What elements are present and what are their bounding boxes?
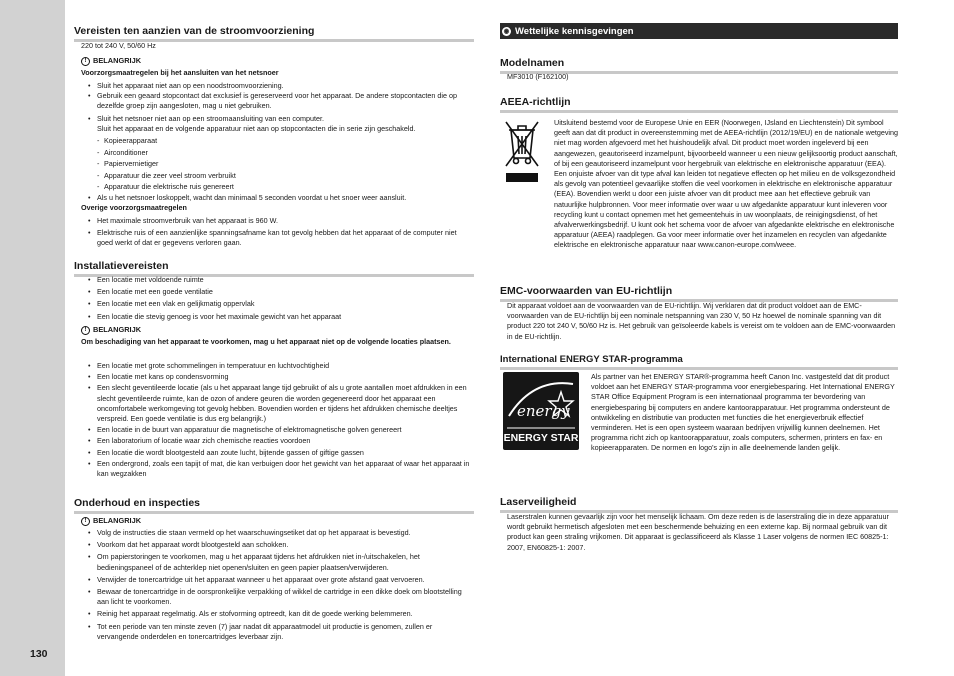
weee-text [554,118,898,251]
page-number: 130 [30,648,48,660]
voltage-text: 220 tot 240 V, 50/60 Hz [81,41,156,50]
list-item: • Als u het netsnoer loskoppelt, wacht dan minimaal 5 seconden voordat u het snoer weer aansluit. [74,193,474,203]
laser-text: Laserstralen kunnen gevaarlijk zijn voor het menselijk lichaam. Om deze reden is de laserstraling die in deze apparatuur wordt gebruikt hermetisch afgesloten met een beschermende behuizing en een externe kap. Bij normaal gebruik van dit product kan geen straling vrijkomen. Dit apparaat is geclassificeerd als Klasse 1 Laser volgens de normen IEC 60825-1: 2007, EN60825-1: 2007. [507,512,889,552]
emc-text: Dit apparaat voldoet aan de voorwaarden van de EU-richtlijn. Wij verklaren dat dit product voldoet aan de EMC-voorwaarden van de EU-richtlijn bij een nominale netspanning van 230 V, 50 Hz hoewel de nominale spanning van dit product 220 tot 240 V, 50/60 Hz is. Het gebruik van geïsoleerde kabels is vereist om te voldoen aan de EMC-voorwaarden in de EU-richtlijn. [507,301,896,341]
list-item: • Een locatie met voldoende ruimte [74,275,474,285]
list-item: • Het maximale stroomverbruik van het apparaat is 960 W. [74,216,474,226]
list-item [74,114,474,134]
energy-script-text: energy [517,402,570,420]
info-icon: ◉ [503,28,510,35]
crossed-out-wheelie-bin-icon [503,118,541,186]
important-label: BELANGRIJK [93,516,142,525]
energy-star-logo [503,372,579,450]
list-item: • Volg de instructies die staan vermeld op het waarschuwingsetiket dat op het apparaat is bevestigd. [74,528,474,538]
page-margin-bar [0,0,65,676]
energy-star-logo-text: ENERGY STAR [503,432,579,444]
list-item: • Verwijder de tonercartridge uit het apparaat wanneer u het apparaat over grote afstand gaat vervoeren. [74,575,474,585]
install-heading: Installatievereisten [74,260,474,277]
list-item: • Sluit het apparaat niet aan op een noodstroomvoorziening. [74,81,474,91]
important-icon: ! [81,326,90,335]
list-item: • Gebruik een geaard stopcontact dat exclusief is gereserveerd voor het apparaat. De andere stopcontacten die op dezelfde groep zijn aangesloten, mag u niet gebruiken. [74,91,474,111]
power-heading: Vereisten ten aanzien van de stroomvoorziening [74,25,474,42]
energy-star-text: Als partner van het ENERGY STAR®-programma heeft Canon Inc. vastgesteld dat dit product voldoet aan het ENERGY STAR-programma voor energiebesparing. Het International ENERGY STAR Office Equipment Program is een internationaal programma ter bevordering van energiebesparing bij computers en andere kantoorapparatuur. Het programma ondersteunt de ontwikkeling en distributie van producten met functies die het energieverbruik effectief verminderen. Het is een open systeem waaraan bedrijven vrijwillig kunnen deelnemen. Het programma richt zich op kantoorapparatuur, zoals computers, schermen, printers en fax- en kopieerapparaten. De normen en logo's zijn in alle deelnemende landen gelijk. [591,372,895,453]
list-item-text: Sluit het apparaat en de volgende apparatuur niet aan op stopcontacten die in serie zijn geschakeld. [97,123,416,133]
power-bullets [74,81,474,203]
list-item: • Voorkom dat het apparaat wordt blootgesteld aan schokken. [74,540,474,550]
list-item: • Een laboratorium of locatie waar zich chemische reacties voordoen [74,436,476,446]
important-label: BELANGRIJK [93,56,142,65]
sub-item: - Apparatuur die elektrische ruis genereert [74,181,474,193]
list-item: • Een locatie met een vlak en gelijkmatig oppervlak [74,299,474,309]
list-item: • Een locatie die wordt blootgesteld aan zoute lucht, bijtende gassen of giftige gassen [74,448,476,458]
list-item: • Een locatie in de buurt van apparatuur die magnetische of elektromagnetische golven genereert [74,425,476,435]
other-precautions-list [74,216,474,249]
list-item: • Een locatie met grote schommelingen in temperatuur en luchtvochtigheid [74,361,476,371]
list-item-text: Sluit het netsnoer niet aan op een stroomaansluiting van een computer. [97,113,324,123]
list-item: • Om papierstoringen te voorkomen, mag u het apparaat tijdens het afdrukken niet in-/uitschakelen, het bedieningspaneel of de achterklep niet openen/sluiten en geen papier plaatsen/verwijderen. [74,552,474,572]
list-item: • Een locatie met kans op condensvorming [74,372,476,382]
banner-title: Wettelijke kennisgevingen [515,25,634,37]
list-item: • Een slecht geventileerde locatie (als u het apparaat lange tijd gebruikt of als u grote aantallen moet afdrukken in een slecht geventileerde ruimte, kan de ozon of andere geuren die worden gegenereerd door het apparaat een oncomfortabele werkomgeving tot gevolg hebben. Bovendien worden er tijdens het afdrukken chemische deeltjes verspreid. Een goede ventilatie is dus erg belangrijk.) [74,383,476,424]
important-notice [81,325,141,335]
list-item: • Reinig het apparaat regelmatig. Als er stofvorming optreedt, kan dit de goede werking belemmeren. [74,609,474,619]
power-warning-title: Voorzorgsmaatregelen bij het aansluiten van het netsnoer [81,68,279,77]
install-bullets [74,275,474,322]
weee-heading: AEEA-richtlijn [500,96,898,113]
important-icon: ! [81,57,90,66]
weee-text-body: Uitsluitend bestemd voor de Europese Unie en EER (Noorwegen, IJsland en Liechtenstein) Dit symbool geeft aan dat dit product in overeenstemming met de AEEA-richtlijn (2012/19/EU) en de nationale wetgeving niet mag worden afgevoerd met het huishoudelijk afval. Dit product moet worden ingeleverd bij een aangewezen, geautoriseerd inzamelpunt, bijvoorbeeld wanneer u een nieuw gelijksoortig product aanschaft, of bij een geautoriseerd inzamelpunt voor hergebruik van elektrische en elektronische apparatuur (EEA). Een onjuiste afvoer van dit type afval kan leiden tot negatieve effecten op het milieu en de volksgezondheid als gevolg van potentieel gevaarlijke stoffen die veel voorkomen in elektrische en elektronische apparatuur (EEA). Bovendien werkt u door een juiste afvoer van dit product mee aan het effectieve gebruik van natuurlijke hulpbronnen. Voor meer informatie over waar u uw afgedankte apparatuur kunt inleveren voor recycling kunt u contact opnemen met het gemeentehuis in uw woonplaats, de reinigingsdienst, of het afvalverwerkingsbedrijf. U kunt ook het schema voor de afvoer van afgedankte elektrische en elektronische apparatuur (AEEA) raadplegen. Ga voor meer informatie over het inzamelen en recyclen van afgedankte elektrische en elektronische apparatuur naar www.canon-europe.com/weee. [554,118,899,250]
list-item: • Een locatie die stevig genoeg is voor het maximale gewicht van het apparaat [74,312,474,322]
other-precautions-title: Overige voorzorgsmaatregelen [81,203,187,212]
install-warning-list [74,361,476,479]
install-warning-title: Om beschadiging van het apparaat te voorkomen, mag u het apparaat niet op de volgende locaties plaatsen. [81,337,451,346]
list-item: • Tot een periode van ten minste zeven (7) jaar nadat dit apparaatmodel uit productie is genomen, zullen er vervangende onderdelen en tonercartridges leverbaar zijn. [74,622,474,642]
sub-item: - Airconditioner [74,147,474,159]
maintenance-heading: Onderhoud en inspecties [74,497,474,514]
sub-item: - Apparatuur die zeer veel stroom verbruikt [74,170,474,182]
maintenance-list [74,528,474,642]
important-label: BELANGRIJK [93,325,142,334]
important-notice [81,516,141,526]
section-banner [500,23,898,39]
important-icon: ! [81,517,90,526]
laser-heading: Laserveiligheid [500,496,898,513]
emc-heading: EMC-voorwaarden van EU-richtlijn [500,285,898,302]
important-notice [81,56,141,66]
list-item: • Elektrische ruis of een aanzienlijke spanningsafname kan tot gevolg hebben dat het apparaat of de computer niet goed werkt of dat er gegevens verloren gaan. [74,228,474,248]
sub-item: - Kopieerapparaat [74,135,474,147]
sub-item: - Papiervernietiger [74,158,474,170]
model-heading: Modelnamen [500,57,898,74]
model-name: MF3010 (F162100) [507,72,569,81]
list-item: • Een locatie met een goede ventilatie [74,287,474,297]
list-item: • Een ondergrond, zoals een tapijt of mat, die kan verbuigen door het gewicht van het apparaat of waar het apparaat in kan wegzakken [74,459,476,479]
energy-star-heading: International ENERGY STAR-programma [500,354,898,370]
list-item: • Bewaar de tonercartridge in de oorspronkelijke verpakking of wikkel de cartridge in een dikke doek om blootstelling aan licht te voorkomen. [74,587,474,607]
